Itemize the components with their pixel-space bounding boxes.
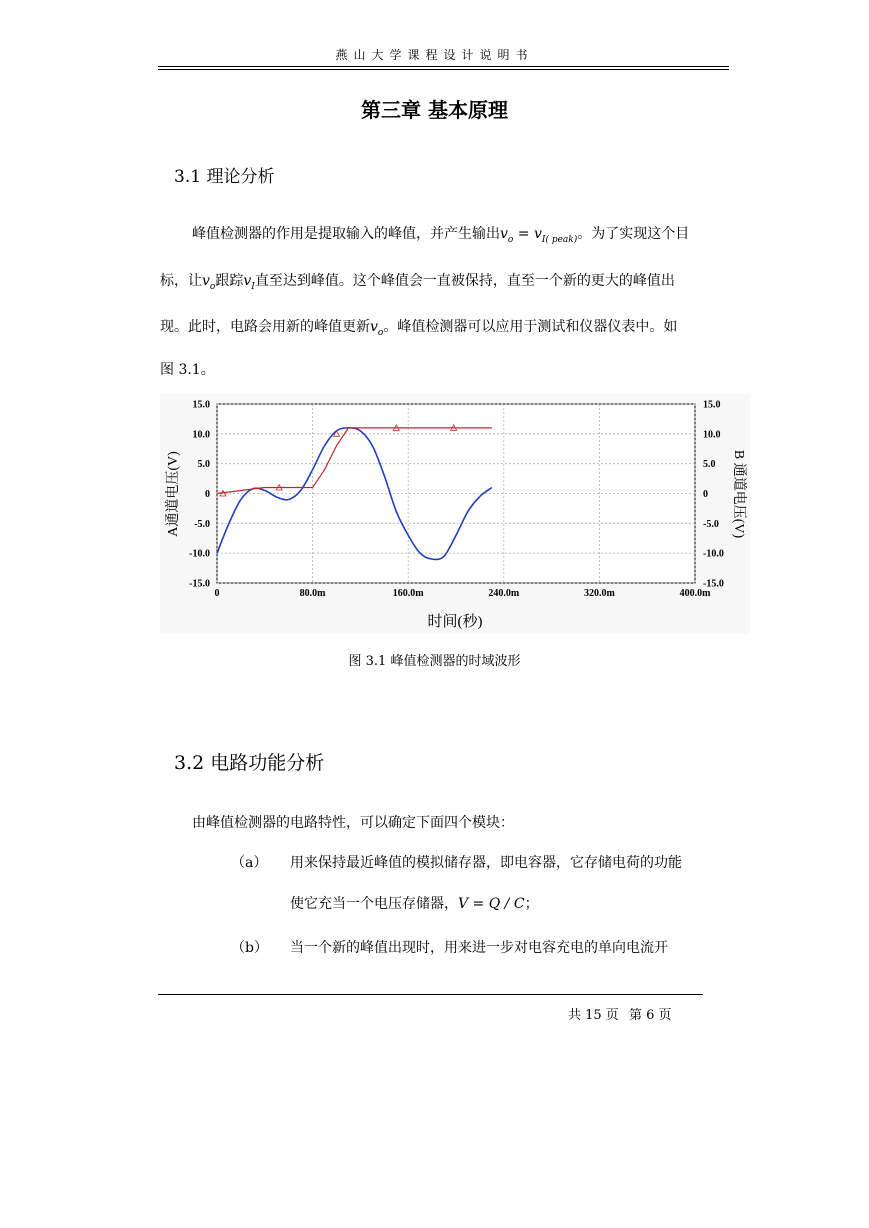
x-tick-label: 160.0m <box>392 588 424 599</box>
para1-line2: 标，让$v_o$跟踪$v_I$直至达到峰值。这个峰值会一直被保持，直至一个新的更大的峰值出 <box>160 273 675 292</box>
y-tick-label-left: -5.0 <box>194 518 210 530</box>
x-tick-label: 320.0m <box>583 588 615 599</box>
item-b-label: （b） <box>231 940 268 956</box>
chapter-title: 第三章 基本原理 <box>361 98 508 122</box>
footer-rule <box>158 994 703 995</box>
page-footer <box>568 1004 678 1023</box>
y-axis-label-right: B 通道电压(V) <box>731 449 746 539</box>
y-axis-label-left: A通道电压(V) <box>166 451 181 537</box>
y-tick-label-right: -15.0 <box>703 578 724 590</box>
y-tick-label-right: 15.0 <box>703 399 721 411</box>
current-page: 第 6 页 <box>628 1008 672 1023</box>
item-a-line2: 使它充当一个电压存储器，V = Q / C； <box>290 896 539 912</box>
total-pages: 共 15 页 <box>568 1008 619 1023</box>
header-title: 燕山大学课程设计说明书 <box>335 48 534 62</box>
item-a-label: （a） <box>231 855 268 871</box>
para2: 由峰值检测器的电路特性，可以确定下面四个模块： <box>192 815 514 831</box>
para1-line1: 峰值检测器的作用是提取输入的峰值，并产生输出$v_o = v_{I( peak)}$。为了实现这个目 <box>192 226 690 245</box>
para1-line3: 现。此时，电路会用新的峰值更新$v_o$。峰值检测器可以应用于测试和仪器仪表中。如 <box>160 319 678 338</box>
x-tick-label: 0 <box>214 588 220 599</box>
y-tick-label-right: 5.0 <box>703 459 716 471</box>
plot-area <box>217 404 695 583</box>
y-tick-label-right: -10.0 <box>703 548 724 560</box>
figure-caption: 图 3.1 峰值检测器的时域波形 <box>348 654 521 669</box>
y-tick-label-left: -15.0 <box>189 578 210 590</box>
y-tick-label-left: 10.0 <box>192 429 210 441</box>
header-rule-top <box>158 66 729 67</box>
y-tick-label-left: 5.0 <box>197 459 210 471</box>
y-tick-label-right: -5.0 <box>703 518 719 530</box>
section-heading-3-1: 3.1 理论分析 <box>174 167 275 187</box>
x-axis-label: 时间(秒) <box>427 614 483 630</box>
x-tick-label: 400.0m <box>679 588 711 599</box>
y-tick-label-right: 0 <box>703 489 708 500</box>
waveform-chart <box>160 394 750 634</box>
item-a-line1: 用来保持最近峰值的模拟储存器，即电容器，它存储电荷的功能 <box>290 855 682 871</box>
y-tick-label-left: 0 <box>205 489 210 500</box>
x-tick-label: 240.0m <box>488 588 520 599</box>
x-tick-label: 80.0m <box>299 588 326 599</box>
item-b-line1: 当一个新的峰值出现时，用来进一步对电容充电的单向电流开 <box>290 940 668 956</box>
section-heading-3-2: 3.2 电路功能分析 <box>174 752 325 774</box>
y-tick-label-right: 10.0 <box>703 429 721 441</box>
y-tick-label-left: 15.0 <box>192 399 210 411</box>
para1-line4: 图 3.1。 <box>160 362 215 378</box>
y-tick-label-left: -10.0 <box>189 548 210 560</box>
header-rule-bottom <box>158 69 729 70</box>
